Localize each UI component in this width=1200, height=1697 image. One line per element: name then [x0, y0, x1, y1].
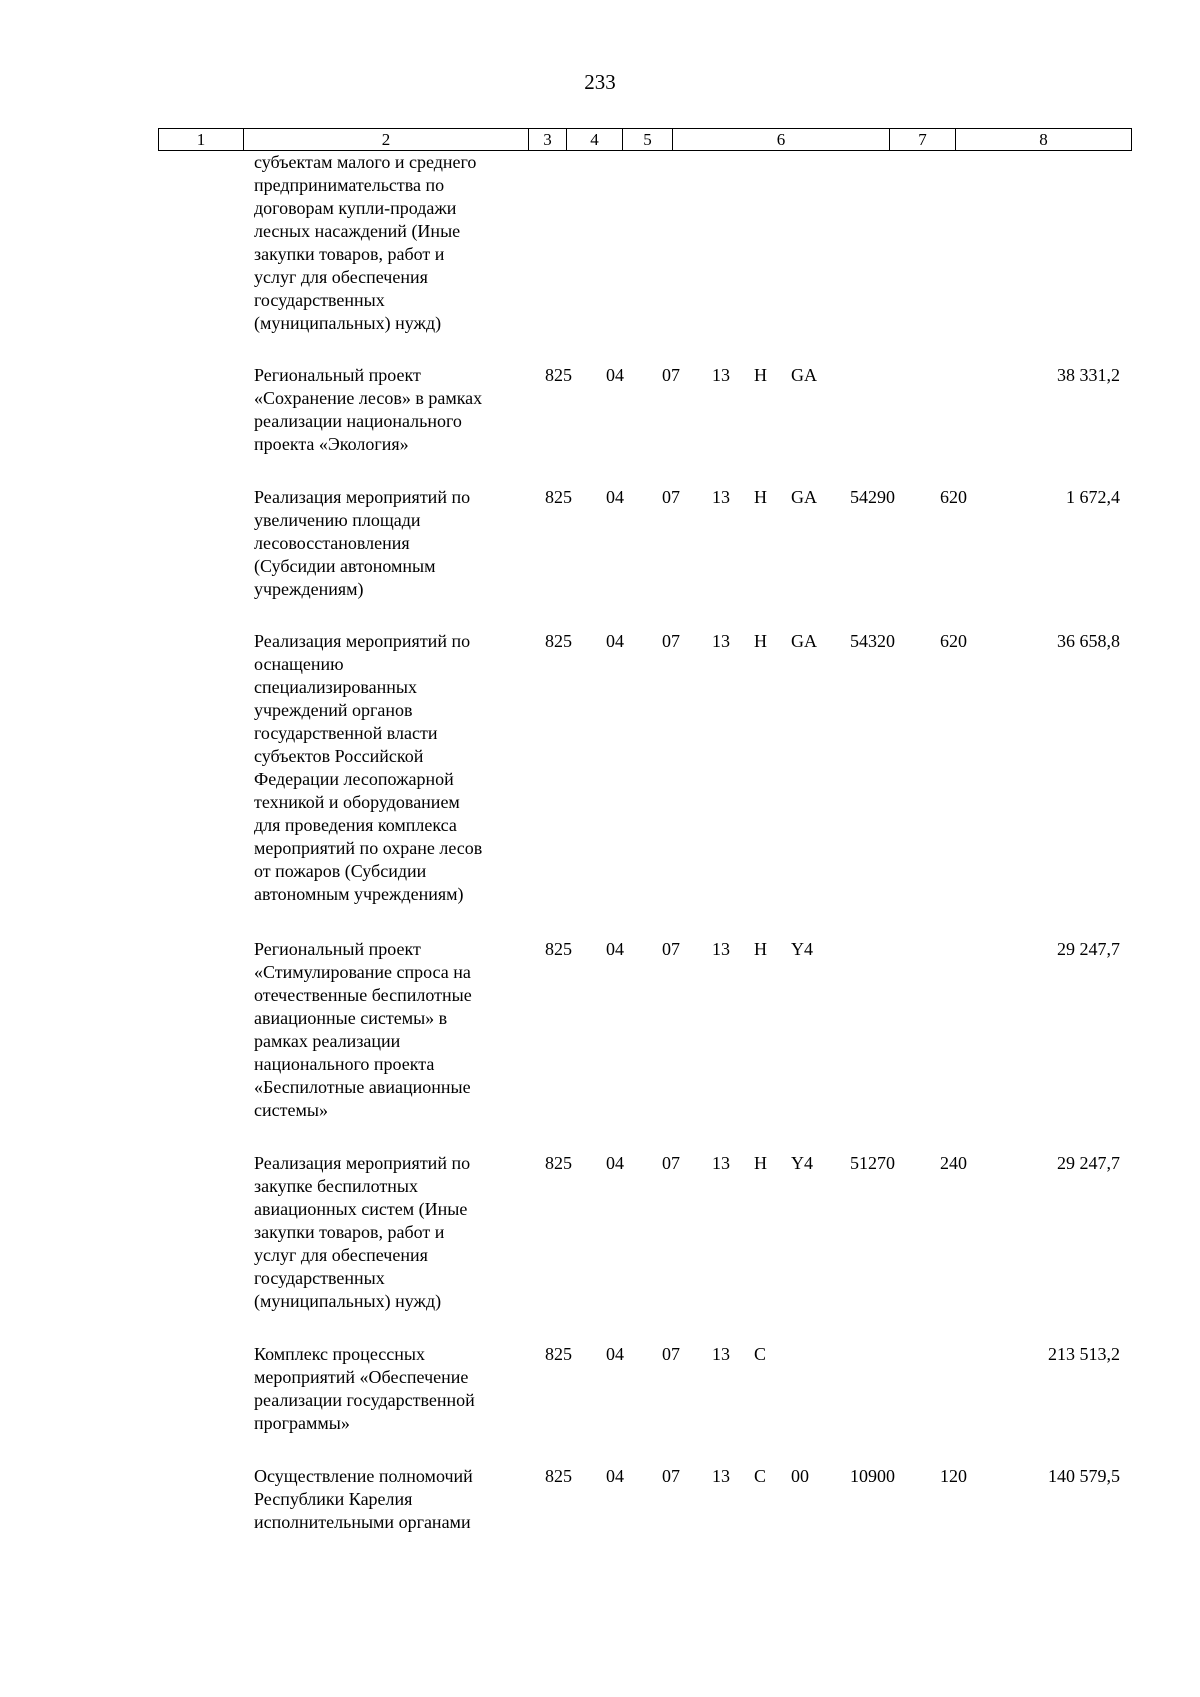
- row-amount: 38 331,2: [1057, 365, 1120, 385]
- description-line: «Стимулирование спроса на: [254, 962, 471, 982]
- code-admin: 825: [545, 487, 572, 507]
- row-description: [254, 630, 526, 906]
- code-section: 04: [606, 365, 624, 385]
- code-admin: 825: [545, 1344, 572, 1364]
- row-description: [254, 364, 526, 456]
- description-line: специализированных: [254, 677, 417, 697]
- description-line: для проведения комплекса: [254, 815, 457, 835]
- description-line: Региональный проект: [254, 939, 421, 959]
- code-section: 04: [606, 1344, 624, 1364]
- code-project: 00: [791, 1466, 809, 1486]
- description-line: учреждений органов: [254, 700, 413, 720]
- description-line: Региональный проект: [254, 365, 421, 385]
- code-project: GA: [791, 365, 817, 385]
- code-program: 13: [712, 365, 730, 385]
- description-line: закупки товаров, работ и: [254, 244, 445, 264]
- description-line: (Субсидии автономным: [254, 556, 436, 576]
- header-col-4: 4: [567, 129, 623, 150]
- description-line: от пожаров (Субсидии: [254, 861, 427, 881]
- code-expense-type: 120: [940, 1466, 967, 1486]
- description-line: закупки товаров, работ и: [254, 1222, 445, 1242]
- description-line: Осуществление полномочий: [254, 1466, 473, 1486]
- code-admin: 825: [545, 939, 572, 959]
- row-amount: 29 247,7: [1057, 939, 1120, 959]
- description-line: (муниципальных) нужд): [254, 1291, 442, 1311]
- row-description: [254, 1152, 526, 1313]
- description-line: государственных: [254, 290, 385, 310]
- code-subsection: 07: [662, 1466, 680, 1486]
- description-line: договорам купли-продажи: [254, 198, 457, 218]
- description-line: исполнительными органами: [254, 1512, 471, 1532]
- row-description: [254, 151, 526, 335]
- row-description: [254, 1343, 526, 1435]
- description-line: лесных насаждений (Иные: [254, 221, 461, 241]
- row-description: [254, 1465, 526, 1534]
- description-line: Реализация мероприятий по: [254, 631, 471, 651]
- description-line: рамках реализации: [254, 1031, 401, 1051]
- code-expense-type: 620: [940, 631, 967, 651]
- code-subsection: 07: [662, 1344, 680, 1364]
- code-subsection: 07: [662, 1153, 680, 1173]
- code-type: С: [754, 1344, 767, 1364]
- description-line: программы»: [254, 1413, 350, 1433]
- row-amount: 213 513,2: [1048, 1344, 1120, 1364]
- code-section: 04: [606, 631, 624, 651]
- header-col-5: 5: [623, 129, 673, 150]
- code-direction: 54320: [850, 631, 895, 651]
- code-program: 13: [712, 487, 730, 507]
- code-section: 04: [606, 1153, 624, 1173]
- description-line: реализации национального: [254, 411, 462, 431]
- code-subsection: 07: [662, 365, 680, 385]
- code-type: Н: [754, 487, 767, 507]
- description-line: Реализация мероприятий по: [254, 487, 471, 507]
- header-col-7: 7: [890, 129, 956, 150]
- header-col-1: 1: [159, 129, 244, 150]
- code-program: 13: [712, 939, 730, 959]
- code-section: 04: [606, 939, 624, 959]
- header-col-8: 8: [1039, 130, 1048, 149]
- description-line: оснащению: [254, 654, 344, 674]
- row-description: [254, 486, 526, 601]
- description-line: учреждениям): [254, 579, 364, 599]
- code-program: 13: [712, 1153, 730, 1173]
- code-project: Y4: [791, 939, 813, 959]
- description-line: лесовосстановления: [254, 533, 410, 553]
- description-line: субъектам малого и среднего: [254, 152, 477, 172]
- code-program: 13: [712, 631, 730, 651]
- code-program: 13: [712, 1466, 730, 1486]
- description-line: закупке беспилотных: [254, 1176, 418, 1196]
- description-line: услуг для обеспечения: [254, 267, 428, 287]
- description-line: предпринимательства по: [254, 175, 445, 195]
- code-admin: 825: [545, 1466, 572, 1486]
- code-type: Н: [754, 939, 767, 959]
- description-line: системы»: [254, 1100, 328, 1120]
- description-line: Федерации лесопожарной: [254, 769, 454, 789]
- description-line: «Беспилотные авиационные: [254, 1077, 471, 1097]
- row-amount: 29 247,7: [1057, 1153, 1120, 1173]
- description-line: (муниципальных) нужд): [254, 313, 442, 333]
- table-header: [158, 128, 1132, 151]
- description-line: государственных: [254, 1268, 385, 1288]
- description-line: Республики Карелия: [254, 1489, 413, 1509]
- code-section: 04: [606, 1466, 624, 1486]
- code-admin: 825: [545, 631, 572, 651]
- code-direction: 54290: [850, 487, 895, 507]
- row-description: [254, 938, 526, 1122]
- description-line: авиационные системы» в: [254, 1008, 448, 1028]
- description-line: реализации государственной: [254, 1390, 475, 1410]
- description-line: автономным учреждениям): [254, 884, 464, 904]
- description-line: отечественные беспилотные: [254, 985, 472, 1005]
- row-amount: 1 672,4: [1066, 487, 1120, 507]
- code-subsection: 07: [662, 487, 680, 507]
- description-line: Комплекс процессных: [254, 1344, 425, 1364]
- page-number: 233: [584, 70, 616, 94]
- code-type: С: [754, 1466, 767, 1486]
- row-amount: 36 658,8: [1057, 631, 1120, 651]
- code-expense-type: 620: [940, 487, 967, 507]
- code-type: Н: [754, 631, 767, 651]
- row-amount: 140 579,5: [1048, 1466, 1120, 1486]
- code-project: Y4: [791, 1153, 813, 1173]
- code-admin: 825: [545, 365, 572, 385]
- code-project: GA: [791, 487, 817, 507]
- description-line: Реализация мероприятий по: [254, 1153, 471, 1173]
- description-line: мероприятий по охране лесов: [254, 838, 483, 858]
- description-line: мероприятий «Обеспечение: [254, 1367, 469, 1387]
- description-line: национального проекта: [254, 1054, 435, 1074]
- code-program: 13: [712, 1344, 730, 1364]
- description-line: государственной власти: [254, 723, 438, 743]
- description-line: «Сохранение лесов» в рамках: [254, 388, 483, 408]
- code-subsection: 07: [662, 631, 680, 651]
- header-col-3: 3: [529, 129, 567, 150]
- header-col-2: 2: [244, 129, 529, 150]
- description-line: увеличению площади: [254, 510, 421, 530]
- description-line: авиационных систем (Иные: [254, 1199, 468, 1219]
- code-expense-type: 240: [940, 1153, 967, 1173]
- code-direction: 10900: [850, 1466, 895, 1486]
- description-line: проекта «Экология»: [254, 434, 409, 454]
- code-subsection: 07: [662, 939, 680, 959]
- description-line: услуг для обеспечения: [254, 1245, 428, 1265]
- code-type: Н: [754, 365, 767, 385]
- code-section: 04: [606, 487, 624, 507]
- code-type: Н: [754, 1153, 767, 1173]
- header-col-6: 6: [673, 129, 890, 150]
- description-line: субъектов Российской: [254, 746, 424, 766]
- code-project: GA: [791, 631, 817, 651]
- description-line: техникой и оборудованием: [254, 792, 460, 812]
- code-direction: 51270: [850, 1153, 895, 1173]
- code-admin: 825: [545, 1153, 572, 1173]
